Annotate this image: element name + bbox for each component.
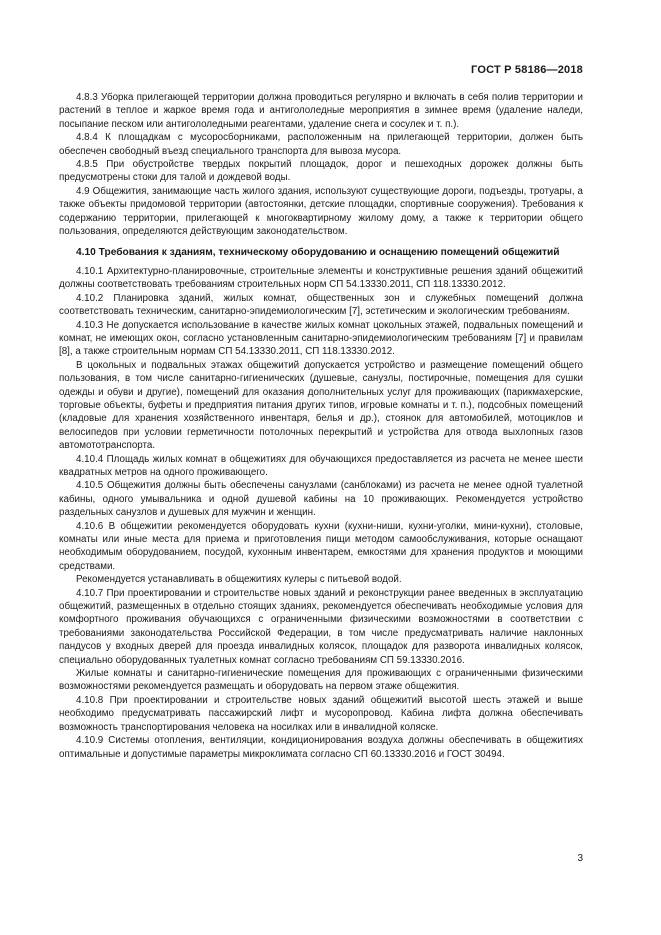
paragraph-4-8-3: 4.8.3 Уборка прилегающей территории должна проводиться регулярно и включать в себя полив территории и растений в теплое и жаркое время года и антигололедные мероприятия в зимнее время (удаление наледи, посыпание песком или антигололедными реагентами, удаление снега и сосулек и т. п.). bbox=[59, 92, 583, 130]
paragraph-4-10-7: 4.10.7 При проектировании и строительстве новых зданий и реконструкции ранее введенных в эксплуатацию общежитий, размещенных в отдельно стоящих зданиях, рекомендуется обеспечивать необходимые условия для комфортного проживания обучающихся с ограниченными физическими возможностями в соответствии с требованиями законодательства Российской Федерации, в том числе предусматривать наличие наклонных пандусов у входных дверей для проезда инвалидных колясок, площадок для разворота инвалидных колясок, специально оборудованных туалетных комнат согласно требованиям СП 59.13330.2016. bbox=[59, 587, 583, 666]
paragraph-accessible-rooms: Жилые комнаты и санитарно-гигиенические помещения для проживающих с ограниченными физическими возможностями рекомендуется размещать и оборудовать на первом этаже общежития. bbox=[59, 668, 583, 693]
paragraph-4-10-1: 4.10.1 Архитектурно-планировочные, строительные элементы и конструктивные решения зданий общежитий должны соответствовать требованиям строительных норм СП 54.13330.2011, СП 118.13330.2012. bbox=[59, 265, 583, 291]
paragraph-basement-usage: В цокольных и подвальных этажах общежитий допускается устройство и размещение помещений общего пользования, в том числе санитарно-гигиенических (душевые, санузлы, постирочные, помещения для сушки одежды и обуви и другие), помещений для оказания дополнительных услуг для проживающих (парикмахерские, торговые объекты, буфеты и предприятия питания других типов, игровые комнаты и т. п.), подсобных помещений (кладовые для хранения хозяйственного инвентаря, белья и др.), стоянок для автомобилей, мотоциклов и велосипедов при условии герметичности потолочных перекрытий и устройства для отвода выхлопных газов автомототранспорта. bbox=[59, 359, 583, 452]
paragraph-4-10-6: 4.10.6 В общежитии рекомендуется оборудовать кухни (кухни-ниши, кухни-уголки, мини-кухни), столовые, комнаты или иные места для приема и приготовления пищи методом самообслуживания, которые оснащают необходимым оборудованием, посудой, кухонным инвентарем, емкостями для хранения продуктов и моющими средствами. bbox=[59, 520, 583, 572]
paragraph-4-10-3: 4.10.3 Не допускается использование в качестве жилых комнат цокольных этажей, подвальных помещений и комнат, не имеющих окон, согласно установленным санитарно-эпидемиологическим требованиям [7] и правилам [8], а также строительным нормам СП 54.13330.2011, СП 118.13330.2012. bbox=[59, 319, 583, 358]
paragraph-4-10-9: 4.10.9 Системы отопления, вентиляции, кондиционирования воздуха должны обеспечивать в общежитиях оптимальные и допустимые параметры микроклимата согласно СП 60.13330.2016 и ГОСТ 30494. bbox=[59, 735, 583, 760]
paragraph-4-10-5: 4.10.5 Общежития должны быть обеспечены санузлами (санблоками) из расчета не менее одной туалетной кабины, одного умывальника и одной душевой кабины на 10 проживающих. Рекомендуется устройство раздельных санузлов и душевых для мужчин и женщин. bbox=[59, 480, 583, 519]
paragraph-4-10-2: 4.10.2 Планировка зданий, жилых комнат, общественных зон и служебных помещений должна соответствовать техническим, санитарно-эпидемиологическим [7], эстетическим и экологическим требованиям. bbox=[59, 292, 583, 318]
standard-header: ГОСТ Р 58186—2018 bbox=[471, 64, 583, 76]
section-title-4-10: 4.10 Требования к зданиям, техническому оборудованию и оснащению помещений общежитий bbox=[76, 247, 560, 259]
paragraph-water-coolers: Рекомендуется устанавливать в общежитиях кулеры с питьевой водой. bbox=[76, 574, 402, 586]
paragraph-4-8-4: 4.8.4 К площадкам с мусоросборниками, расположенным на прилегающей территории, должен быть обеспечен свободный въезд специального транспорта для вывоза мусора. bbox=[59, 132, 583, 157]
section-spacer bbox=[59, 238, 583, 246]
paragraph-4-10-4: 4.10.4 Площадь жилых комнат в общежитиях для обучающихся предоставляется из расчета не менее шести квадратных метров на одного проживающего. bbox=[59, 453, 583, 478]
paragraph-4-9: 4.9 Общежития, занимающие часть жилого здания, используют существующие дороги, подъезды, тротуары, а также объекты придомовой территории (автостоянки, детские площадки, спортивные сооружения). Требования к содержанию территории, прилегающей к многоквартирному жилому дому, а также к территории общего пользования, определяются действующим законодательством. bbox=[59, 185, 583, 238]
document-body bbox=[59, 91, 583, 761]
paragraph-4-10-8: 4.10.8 При проектировании и строительстве новых зданий общежитий высотой шесть этажей и выше необходимо предусматривать пассажирский лифт и мусоропровод. Кабина лифта должна обеспечивать возможность транспортирования человека на носилках или в инвалидной коляске. bbox=[59, 694, 583, 733]
page-number: 3 bbox=[577, 853, 583, 864]
paragraph-4-8-5: 4.8.5 При обустройстве твердых покрытий площадок, дорог и пешеходных дорожек должны быть предусмотрены стоки для талой и дождевой воды. bbox=[59, 159, 583, 184]
